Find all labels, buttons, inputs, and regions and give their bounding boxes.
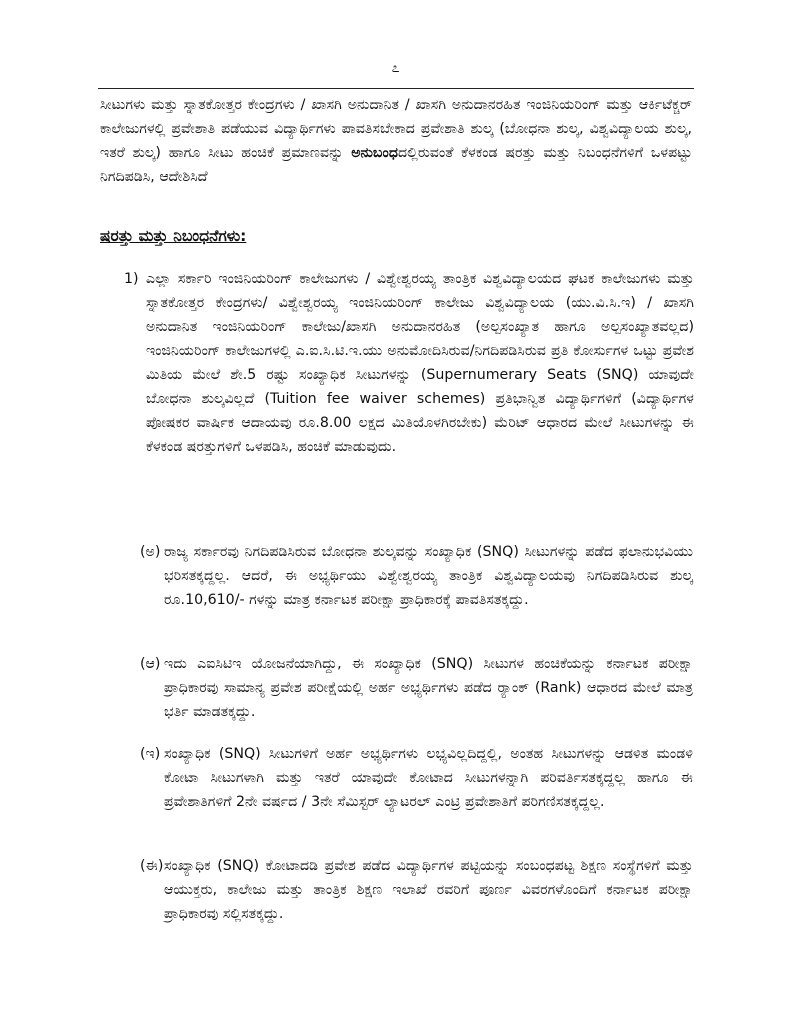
condition-item-1 (124, 267, 694, 459)
sub-condition-i (140, 742, 693, 814)
sub-condition-marker: (ಆ) (140, 656, 161, 672)
intro-text-start: ಸೀಟುಗಳು ಮತ್ತು ಸ್ನಾತಕೋತ್ತರ ಕೇಂದ್ರಗಳು / ಖಾಸಗಿ ಅನುದಾನಿತ / ಖಾಸಗಿ ಅನುದಾನರಹಿತ ಇಂಜಿನಿಯರಿಂಗ್ ಮತ್ತು ಆರ್ಕಿಟೆಕ್ಚರ್ ಕಾಲೇಜುಗಳಲ್ಲಿ ಪ್ರವೇಶಾತಿ ಪಡೆಯುವ ವಿದ್ಯಾರ್ಥಿಗಳು ಪಾವತಿಸಬೇಕಾದ ಪ್ರವೇಶಾತಿ ಶುಲ್ಕ (ಬೋಧನಾ ಶುಲ್ಕ, ವಿಶ್ವವಿದ್ಯಾಲಯ ಶುಲ್ಕ, ಇತರೆ ಶುಲ್ಕ) ಹಾಗೂ ಸೀಟು ಹಂಚಿಕೆ ಪ್ರಮಾಣವನ್ನು (100, 97, 692, 161)
intro-text-end: ದಲ್ಲಿರುವಂತೆ ಕೆಳಕಂಡ ಷರತ್ತು ಮತ್ತು ನಿಬಂಧನೆಗಳಿಗೆ ಒಳಪಟ್ಟು ನಿಗದಿಪಡಿಸಿ, ಆದೇಶಿಸಿದೆ (100, 145, 692, 185)
item-number: 1) (124, 271, 139, 287)
intro-bold-annexure: ಅನುಬಂಧ (351, 145, 398, 161)
sub-condition-text: ಸಂಖ್ಯಾಧಿಕ (SNQ) ಸೀಟುಗಳಿಗೆ ಅರ್ಹ ಅಭ್ಯರ್ಥಿಗಳು ಲಭ್ಯವಿಲ್ಲದಿದ್ದಲ್ಲಿ, ಅಂತಹ ಸೀಟುಗಳನ್ನು ಆಡಳಿತ ಮಂಡಳಿ ಕೋಟಾ ಸೀಟುಗಳಾಗಿ ಮತ್ತು ಇತರೆ ಯಾವುದೇ ಕೋಟಾದ ಸೀಟುಗಳನ್ನಾಗಿ ಪರಿವರ್ತಿಸತಕ್ಕದ್ದಲ್ಲ ಹಾಗೂ ಈ ಪ್ರವೇಶಾತಿಗಳಿಗೆ 2ನೇ ವರ್ಷದ / 3ನೇ ಸೆಮಿಸ್ಟರ್ ಲ್ಯಾಟರಲ್ ಎಂಟ್ರಿ ಪ್ರವೇಶಾತಿಗೆ ಪರಿಗಣಿಸತಕ್ಕದ್ದಲ್ಲ. (164, 746, 693, 810)
sub-condition-text: ಸಂಖ್ಯಾಧಿಕ (SNQ) ಕೋಟಾದಡಿ ಪ್ರವೇಶ ಪಡೆದ ವಿದ್ಯಾರ್ಥಿಗಳ ಪಟ್ಟಿಯನ್ನು ಸಂಬಂಧಪಟ್ಟ ಶಿಕ್ಷಣ ಸಂಸ್ಥೆಗಳಿಗೆ ಮತ್ತು ಆಯುಕ್ತರು, ಕಾಲೇಜು ಮತ್ತು ತಾಂತ್ರಿಕ ಶಿಕ್ಷಣ ಇಲಾಖೆ ರವರಿಗೆ ಪೂರ್ಣ ವಿವರಗಳೊಂದಿಗೆ ಕರ್ನಾಟಕ ಪರೀಕ್ಷಾ ಪ್ರಾಧಿಕಾರವು ಸಲ್ಲಿಸತಕ್ಕದ್ದು. (164, 858, 693, 922)
sub-condition-ii (140, 854, 693, 926)
sub-condition-text: ರಾಜ್ಯ ಸರ್ಕಾರವು ನಿಗದಿಪಡಿಸಿರುವ ಬೋಧನಾ ಶುಲ್ಕವನ್ನು ಸಂಖ್ಯಾಧಿಕ (SNQ) ಸೀಟುಗಳನ್ನು ಪಡೆದ ಫಲಾನುಭವಿಯು ಭರಿಸತಕ್ಕದ್ದಲ್ಲ. ಆದರೆ, ಈ ಅಭ್ಯರ್ಥಿಯು ವಿಶ್ವೇಶ್ವರಯ್ಯ ತಾಂತ್ರಿಕ ವಿಶ್ವವಿದ್ಯಾಲಯವು ನಿಗದಿಪಡಿಸಿರುವ ಶುಲ್ಕ ರೂ.10,610/- ಗಳನ್ನು ಮಾತ್ರ ಕರ್ನಾಟಕ ಪರೀಕ್ಷಾ ಪ್ರಾಧಿಕಾರಕ್ಕೆ ಪಾವತಿಸತಕ್ಕದ್ದು. (164, 544, 693, 608)
conditions-heading: ಷರತ್ತು ಮತ್ತು ನಿಬಂಧನೆಗಳು: (100, 227, 247, 245)
header-divider (98, 88, 694, 89)
sub-condition-marker: (ಇ) (140, 746, 161, 762)
item-text: ಎಲ್ಲಾ ಸರ್ಕಾರಿ ಇಂಜಿನಿಯರಿಂಗ್ ಕಾಲೇಜುಗಳು / ವಿಶ್ವೇಶ್ವರಯ್ಯ ತಾಂತ್ರಿಕ ವಿಶ್ವವಿದ್ಯಾಲಯದ ಘಟಕ ಕಾಲೇಜುಗಳು ಮತ್ತು ಸ್ನಾತಕೋತ್ತರ ಕೇಂದ್ರಗಳು/ ವಿಶ್ವೇಶ್ವರಯ್ಯ ಇಂಜಿನಿಯರಿಂಗ್ ಕಾಲೇಜು ವಿಶ್ವವಿದ್ಯಾಲಯ (ಯು.ವಿ.ಸಿ.ಇ) / ಖಾಸಗಿ ಅನುದಾನಿತ ಇಂಜಿನಿಯರಿಂಗ್ ಕಾಲೇಜು/ಖಾಸಗಿ ಅನುದಾನರಹಿತ (ಅಲ್ಪಸಂಖ್ಯಾತ ಹಾಗೂ ಅಲ್ಪಸಂಖ್ಯಾತವಲ್ಲದ) ಇಂಜಿನಿಯರಿಂಗ್ ಕಾಲೇಜುಗಳಲ್ಲಿ ಎ.ಐ.ಸಿ.ಟಿ.ಇ.ಯು ಅನುಮೋದಿಸಿರುವ/ನಿಗದಿಪಡಿಸಿರುವ ಪ್ರತಿ ಕೋರ್ಸುಗಳ ಒಟ್ಟು ಪ್ರವೇಶ ಮಿತಿಯ ಮೇಲೆ ಶೇ.5 ರಷ್ಟು ಸಂಖ್ಯಾಧಿಕ ಸೀಟುಗಳನ್ನು (Supernumerary Seats (SNQ) ಯಾವುದೇ ಬೋಧನಾ ಶುಲ್ಕವಿಲ್ಲದೆ (Tuition fee waiver schemes) ಪ್ರತಿಭಾನ್ವಿತ ವಿದ್ಯಾರ್ಥಿಗಳಿಗೆ (ವಿದ್ಯಾರ್ಥಿಗಳ ಪೋಷಕರ ವಾರ್ಷಿಕ ಆದಾಯವು ರೂ.8.00 ಲಕ್ಷದ ಮಿತಿಯೊಳಗಿರಬೇಕು) ಮೆರಿಟ್ ಆಧಾರದ ಮೇಲೆ ಸೀಟುಗಳನ್ನು ಈ ಕೆಳಕಂಡ ಷರತ್ತುಗಳಿಗೆ ಒಳಪಡಿಸಿ, ಹಂಚಿಕೆ ಮಾಡುವುದು. (146, 271, 694, 455)
sub-condition-marker: (ಅ) (140, 544, 161, 560)
sub-condition-marker: (ಈ) (140, 858, 164, 874)
sub-condition-text: ಇದು ಎಐಸಿಟಿಇ ಯೋಜನೆಯಾಗಿದ್ದು, ಈ ಸಂಖ್ಯಾಧಿಕ (SNQ) ಸೀಟುಗಳ ಹಂಚಿಕೆಯನ್ನು ಕರ್ನಾಟಕ ಪರೀಕ್ಷಾ ಪ್ರಾಧಿಕಾರವು ಸಾಮಾನ್ಯ ಪ್ರವೇಶ ಪರೀಕ್ಷೆಯಲ್ಲಿ ಅರ್ಹ ಅಭ್ಯರ್ಥಿಗಳು ಪಡೆದ ರ್‍ಯಾಂಕ್ (Rank) ಆಧಾರದ ಮೇಲೆ ಮಾತ್ರ ಭರ್ತಿ ಮಾಡತಕ್ಕದ್ದು. (164, 656, 693, 720)
page-number: ೭ (391, 60, 400, 76)
sub-condition-aa (140, 652, 693, 724)
sub-condition-a (140, 540, 693, 612)
intro-paragraph (100, 93, 692, 189)
